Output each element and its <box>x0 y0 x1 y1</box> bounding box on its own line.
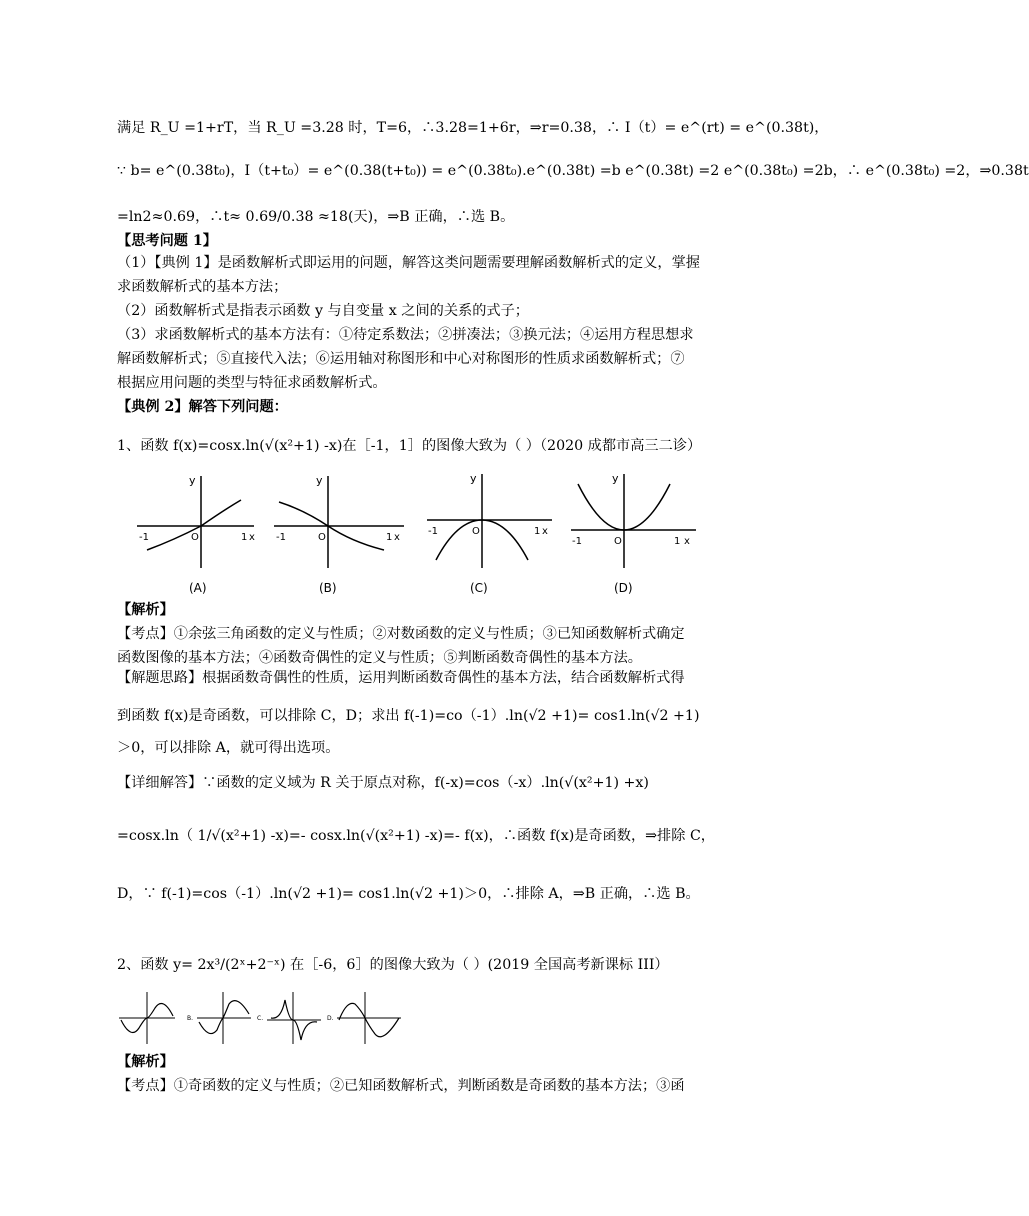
text-line: （1）【典例 1】是函数解析式即运用的问题，解答这类问题需要理解函数解析式的定义，掌握 <box>117 255 700 271</box>
text-line: ＞0，可以排除 A，就可得出选项。 <box>117 740 340 756</box>
section-heading: 【典例 2】解答下列问题： <box>117 399 288 415</box>
option-label: D. <box>327 1015 334 1022</box>
question-line: 1、函数 f(x)=cosx.ln(√(x²+1) -x)在［-1，1］的图像大致为（ ）（2020 成都市高三二诊） <box>117 438 702 454</box>
option-caption: (D) <box>614 581 633 595</box>
axis-label-origin: O <box>614 536 622 547</box>
axis-label-right: 1 <box>386 532 393 543</box>
axis-label-x: x <box>684 536 690 547</box>
axis-label-x: x <box>394 532 400 543</box>
option-caption: (C) <box>470 581 488 595</box>
text-line: 【详细解答】∵函数的定义域为 R 关于原点对称，f(-x)=cos（-x）.ln(√(x²+1) +x) <box>117 775 649 791</box>
axis-label-y: y <box>612 472 619 485</box>
axis-label-x: x <box>249 532 255 543</box>
graph-option-b <box>274 474 404 595</box>
axis-label-y: y <box>316 474 323 487</box>
text-line: 满足 R_U =1+rT，当 R_U =3.28 时，T=6，∴3.28=1+6r，⇒r=0.38，∴ I（t）= e^(rt) = e^(0.38t)， <box>117 120 829 136</box>
question-line: 2、函数 y= 2x³/(2ˣ+2⁻ˣ) 在［-6，6］的图像大致为（ ）(2019 全国高考新课标 III） <box>117 957 669 973</box>
text-line: （2）函数解析式是指表示函数 y 与自变量 x 之间的关系的式子； <box>117 303 529 319</box>
graph-option-c <box>427 472 552 595</box>
text-line: 求函数解析式的基本方法； <box>117 279 288 295</box>
graph-option-a <box>137 474 255 595</box>
axis-label-y: y <box>470 472 477 485</box>
answer-graphs-q2 <box>117 990 407 1046</box>
text-line: 【考点】①奇函数的定义与性质；②已知函数解析式，判断函数是奇函数的基本方法；③函 <box>117 1078 685 1094</box>
section-heading: 【思考问题 1】 <box>117 233 217 249</box>
text-line: 到函数 f(x)是奇函数，可以排除 C，D；求出 f(-1)=co（-1）.ln(√2 +1)= cos1.ln(√2 +1) <box>117 708 700 724</box>
axis-label-left: -1 <box>572 536 582 547</box>
option-label: B. <box>187 1015 194 1022</box>
text-line: （3）求函数解析式的基本方法有：①待定系数法；②拼凑法；③换元法；④运用方程思想求 <box>117 327 694 343</box>
graph-option-a <box>119 992 175 1044</box>
axis-label-left: -1 <box>276 532 286 543</box>
text-line: ∵ b= e^(0.38t₀)，I（t+t₀）= e^(0.38(t+t₀)) = e^(0.38t₀).e^(0.38t) =b e^(0.38t) =2 e^(0.38t₀) =2b，∴ e^(0.38t₀) =2，⇒0.38t <box>117 163 1029 179</box>
answer-graphs-q1 <box>119 470 701 598</box>
graph-option-c <box>257 992 321 1044</box>
axis-label-right: 1 <box>674 536 681 547</box>
axis-label-x: x <box>542 526 548 537</box>
axis-label-origin: O <box>318 532 326 543</box>
axis-label-left: -1 <box>428 526 438 537</box>
graph-option-d <box>327 992 401 1044</box>
text-line: D，∵ f(-1)=cos（-1）.ln(√2 +1)= cos1.ln(√2 +1)＞0，∴排除 A，⇒B 正确，∴选 B。 <box>117 886 700 902</box>
option-caption: (A) <box>189 581 207 595</box>
text-line: 【考点】①余弦三角函数的定义与性质；②对数函数的定义与性质；③已知函数解析式确定 <box>117 626 685 642</box>
text-line: 解函数解析式；⑤直接代入法；⑥运用轴对称图形和中心对称图形的性质求函数解析式；⑦ <box>117 351 685 367</box>
section-heading: 【解析】 <box>117 602 174 618</box>
text-line: =ln2≈0.69，∴t≈ 0.69/0.38 ≈18(天)，⇒B 正确，∴选 B。 <box>117 209 515 225</box>
axis-label-origin: O <box>191 532 199 543</box>
axis-label-right: 1 <box>534 526 541 537</box>
graph-option-d <box>571 472 696 595</box>
text-line: =cosx.ln（ 1/√(x²+1) -x)=- cosx.ln(√(x²+1) -x)=- f(x)，∴函数 f(x)是奇函数，⇒排除 C， <box>117 828 715 844</box>
text-line: 【解题思路】根据函数奇偶性的性质，运用判断函数奇偶性的基本方法，结合函数解析式得 <box>117 670 685 686</box>
axis-label-left: -1 <box>139 532 149 543</box>
axis-label-right: 1 <box>241 532 248 543</box>
option-caption: (B) <box>319 581 337 595</box>
graph-option-b <box>187 992 251 1044</box>
section-heading: 【解析】 <box>117 1054 174 1070</box>
axis-label-origin: O <box>472 526 480 537</box>
text-line: 函数图像的基本方法；④函数奇偶性的定义与性质；⑤判断函数奇偶性的基本方法。 <box>117 650 642 666</box>
option-label: C. <box>257 1015 264 1022</box>
axis-label-y: y <box>189 474 196 487</box>
text-line: 根据应用问题的类型与特征求函数解析式。 <box>117 375 387 391</box>
